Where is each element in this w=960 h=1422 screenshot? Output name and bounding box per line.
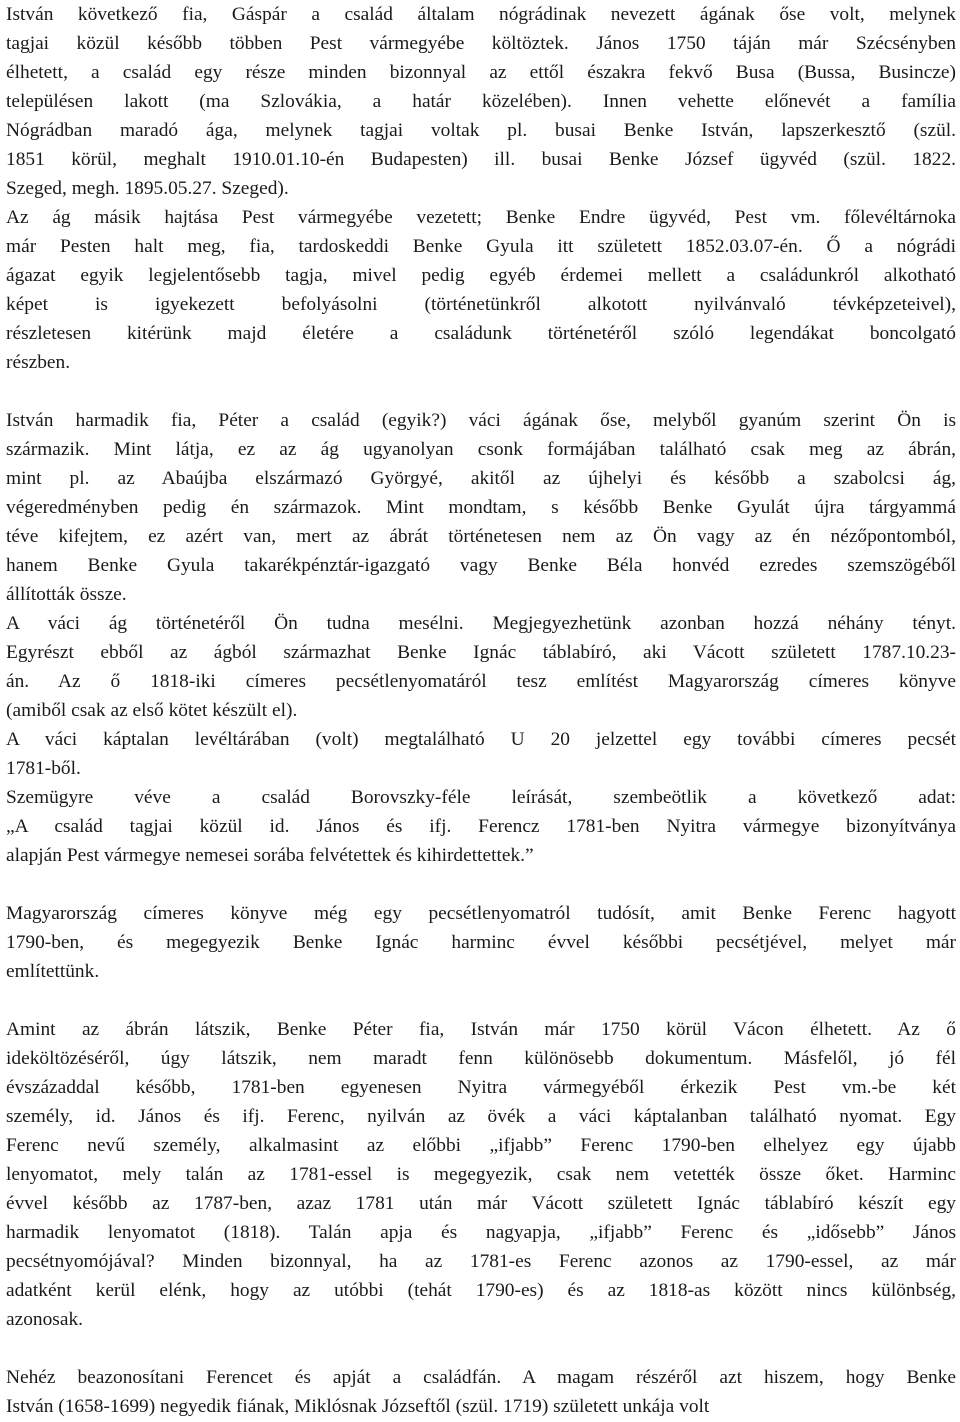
paragraph-p5: [6, 725, 956, 783]
text-line: részben.: [6, 352, 71, 373]
text-line: mint pl. az Abaújba elszármazó Györgyé, akitől az újhelyi és később a szabolcsi ág,: [6, 468, 956, 489]
paragraph-p1: [6, 0, 956, 203]
text-line: településen lakott (ma Szlovákia, a határ közelében). Innen vehette előnevét a família: [6, 91, 956, 112]
text-line: 1781-ből.: [6, 758, 81, 779]
text-line: Szemügyre véve a család Borovszky-féle leírását, szembeötlik a következő adat:: [6, 787, 956, 808]
text-line: évvel később az 1787-ben, azaz 1781 után már Vácott született Ignác táblabíró készít egy: [6, 1193, 956, 1214]
paragraph-p9: [6, 1363, 956, 1421]
text-line: állították össze.: [6, 584, 127, 605]
text-line: án. Az ő 1818-iki címeres pecsétlenyomatáról tesz említést Magyarország címeres könyve: [6, 671, 956, 692]
text-line: (amiből csak az első kötet készült el).: [6, 700, 298, 721]
text-line: már Pesten halt meg, fia, tardoskeddi Benke Gyula itt született 1852.03.07-én. Ő a nógrádi: [6, 236, 956, 257]
paragraph-p8: [6, 1015, 956, 1334]
text-line: évszázaddal később, 1781-ben egyenesen Nyitra vármegyéből érkezik Pest vm.-be két: [6, 1077, 956, 1098]
text-line: 1851 körül, meghalt 1910.01.10-én Budapesten) ill. busai Benke József ügyvéd (szül. 1822.: [6, 149, 956, 170]
text-line: Nógrádban maradó ága, melynek tagjai voltak pl. busai Benke István, lapszerkesztő (szül.: [6, 120, 956, 141]
paragraph-spacer: [6, 377, 956, 406]
text-line: Ferenc nevű személy, alkalmasint az előbbi „ifjabb” Ferenc 1790-ben elhelyez egy újabb: [6, 1135, 956, 1156]
text-line: képet is igyekezett befolyásolni (történetünkről alkotott nyilvánvaló tévképzeteivel),: [6, 294, 956, 315]
text-line: hanem Benke Gyula takarékpénztár-igazgató vagy Benke Béla honvéd ezredes szemszögéből: [6, 555, 956, 576]
text-line: élhetett, a család egy része minden bizonnyal az ettől északra fekvő Busa (Bussa, Busincze): [6, 62, 956, 83]
text-line: harmadik lenyomatot (1818). Talán apja és nagyapja, „ifjabb” Ferenc és „idősebb” János: [6, 1222, 956, 1243]
document-body: [6, 0, 956, 1421]
text-line: tagjai közül később többen Pest vármegyébe költöztek. János 1750 táján már Szécsényben: [6, 33, 956, 54]
text-line: részletesen kitérünk majd életére a családunk történetéről szóló legendákat boncolgató: [6, 323, 956, 344]
text-line: Szeged, megh. 1895.05.27. Szeged).: [6, 178, 289, 199]
text-line: személy, id. János és ifj. Ferenc, nyilván az övék a váci káptalanban található nyomat. Egy: [6, 1106, 956, 1127]
paragraph-p4: [6, 609, 956, 725]
paragraph-spacer: [6, 986, 956, 1015]
text-line: lenyomatot, mely talán az 1781-essel is megegyezik, csak nem vetették össze őket. Harminc: [6, 1164, 956, 1185]
text-line: A váci ág történetéről Ön tudna mesélni. Megjegyezhetünk azonban hozzá néhány tényt.: [6, 613, 956, 634]
text-line: István következő fia, Gáspár a család általam nógrádinak nevezett ágának őse volt, melynek: [6, 4, 956, 25]
text-line: alapján Pest vármegye nemesei sorába felvétettek és kihirdettettek.”: [6, 845, 534, 866]
text-line: ágazat egyik legjelentősebb tagja, mivel pedig egyéb érdemei mellett a családunkról alkotható: [6, 265, 956, 286]
text-line: téve kifejtem, ez azért van, mert az ábrát történetesen nem az Ön vagy az én nézőpontomból,: [6, 526, 956, 547]
paragraph-spacer: [6, 1334, 956, 1363]
paragraph-spacer: [6, 870, 956, 899]
paragraph-p3: [6, 406, 956, 609]
text-line: adatként kerül elénk, hogy az utóbbi (tehát 1790-es) és az 1818-as között nincs különbség,: [6, 1280, 956, 1301]
paragraph-p2: [6, 203, 956, 377]
text-line: Amint az ábrán látszik, Benke Péter fia, István már 1750 körül Vácon élhetett. Az ő: [6, 1019, 956, 1040]
text-line: Magyarország címeres könyve még egy pecsétlenyomatról tudósít, amit Benke Ferenc hagyott: [6, 903, 956, 924]
text-line: származik. Mint látja, ez az ág ugyanolyan csonk formájában található csak meg az ábrán,: [6, 439, 956, 460]
text-line: ideköltözéséről, úgy látszik, nem maradt fenn különösebb dokumentum. Másfelől, jó fél: [6, 1048, 956, 1069]
text-line: István harmadik fia, Péter a család (egyik?) váci ágának őse, melyből gyanúm szerint Ön is: [6, 410, 956, 431]
text-line: „A család tagjai közül id. János és ifj. Ferencz 1781-ben Nyitra vármegye bizonyítványa: [6, 816, 956, 837]
text-line: Nehéz beazonosítani Ferencet és apját a családfán. A magam részéről azt hiszem, hogy Benke: [6, 1367, 956, 1388]
paragraph-p6: [6, 783, 956, 870]
text-line: Az ág másik hajtása Pest vármegyébe vezetett; Benke Endre ügyvéd, Pest vm. főlevéltárnoka: [6, 207, 956, 228]
text-line: 1790-ben, és megegyezik Benke Ignác harminc évvel későbbi pecsétjével, melyet már: [6, 932, 956, 953]
text-line: azonosak.: [6, 1309, 83, 1330]
text-line: említettünk.: [6, 961, 100, 982]
text-line: A váci káptalan levéltárában (volt) megtalálható U 20 jelzettel egy további címeres pecsét: [6, 729, 956, 750]
text-line: István (1658-1699) negyedik fiának, Miklósnak Józseftől (szül. 1719) született unkája volt: [6, 1396, 710, 1417]
text-line: pecsétnyomójával? Minden bizonnyal, ha az 1781-es Ferenc azonos az 1790-essel, az már: [6, 1251, 956, 1272]
paragraph-p7: [6, 899, 956, 986]
text-line: végeredményben pedig én származok. Mint mondtam, s később Benke Gyulát újra tárgyammá: [6, 497, 956, 518]
text-line: Egyrészt ebből az ágból származhat Benke Ignác táblabíró, aki Vácott született 1787.10.23-: [6, 642, 956, 663]
